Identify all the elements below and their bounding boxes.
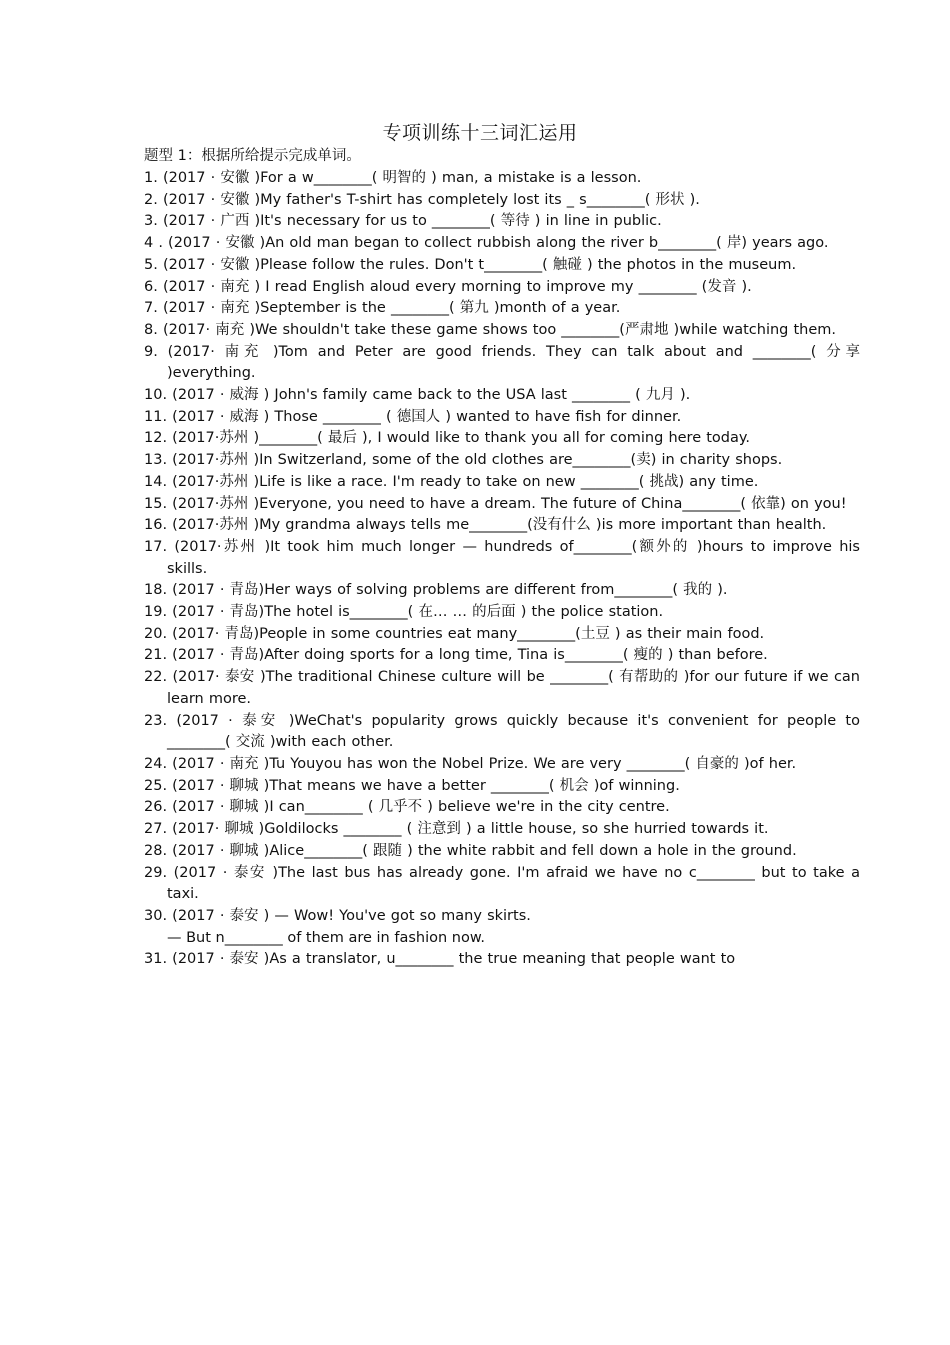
exercise-item: 1. (2017 · 安徽 )For a w________( 明智的 ) man, a mistake is a lesson. [144, 170, 642, 186]
exercise-item: 9. (2017· 南充 )Tom and Peter are good friends. They can talk about and ________( 分享 )everything. [144, 343, 860, 382]
section-heading: 题型 1：根据所给提示完成单词。 [144, 148, 361, 164]
page-title: 专项训练十三词汇运用 [382, 122, 578, 144]
exercise-item: 18. (2017 · 青岛)Her ways of solving problems are different from________( 我的 ). [144, 582, 728, 599]
exercise-item: 31. (2017 · 泰安 )As a translator, u________ the true meaning that people want to [144, 951, 736, 968]
exercise-item: 27. (2017· 聊城 )Goldilocks ________ ( 注意到 ) a little house, so she hurried towards it. [144, 821, 769, 838]
exercise-item: 23. (2017 · 泰安 )WeChat's popularity grows quickly because it's convenient for people to ________( 交流 )with each other. [144, 712, 860, 751]
exercise-item: 16. (2017·苏州 )My grandma always tells me________(没有什么 )is more important than health. [144, 517, 827, 534]
exercise-list [144, 168, 860, 971]
exercise-item: 10. (2017 · 威海 ) John's family came back to the USA last ________ ( 九月 ). [144, 387, 691, 404]
exercise-item: 22. (2017· 泰安 )The traditional Chinese culture will be ________( 有帮助的 )for our future if we can learn more. [144, 669, 860, 707]
exercise-item: 21. (2017 · 青岛)After doing sports for a long time, Tina is________( 瘦的 ) than before. [144, 647, 768, 664]
exercise-item: 2. (2017 · 安徽 )My father's T-shirt has completely lost its _ s________( 形状 ). [144, 191, 700, 208]
exercise-item: 30. (2017 · 泰安 ) — Wow! You've got so many skirts. [144, 907, 531, 924]
exercise-item: 28. (2017 · 聊城 )Alice________( 跟随 ) the white rabbit and fell down a hole in the ground. [144, 842, 797, 859]
exercise-item: 14. (2017·苏州 )Life is like a race. I'm ready to take on new ________( 挑战) any time. [144, 473, 759, 490]
exercise-item: 13. (2017·苏州 )In Switzerland, some of the old clothes are________(卖) in charity shops. [144, 452, 783, 469]
exercise-item: 26. (2017 · 聊城 )I can________ ( 几乎不 ) believe we're in the city centre. [144, 799, 670, 816]
exercise-item: 25. (2017 · 聊城 )That means we have a better ________( 机会 )of winning. [144, 777, 680, 794]
exercise-item: 7. (2017 · 南充 )September is the ________( 第九 )month of a year. [144, 300, 621, 317]
exercise-item: 8. (2017· 南充 )We shouldn't take these game shows too ________(严肃地 )while watching them. [144, 321, 837, 338]
exercise-item: — But n________ of them are in fashion now. [167, 929, 485, 946]
exercise-item: 5. (2017 · 安徽 )Please follow the rules. Don't t________( 触碰 ) the photos in the museum. [144, 256, 797, 273]
exercise-item: 15. (2017·苏州 )Everyone, you need to have a dream. The future of China________( 依靠) on you! [144, 495, 847, 512]
exercise-item: 11. (2017 · 威海 ) Those ________ ( 德国人 ) wanted to have fish for dinner. [144, 408, 682, 425]
exercise-item: 12. (2017·苏州 )________( 最后 ), I would like to thank you all for coming here today. [144, 430, 750, 447]
exercise-item: 17. (2017·苏州 )It took him much longer — hundreds of________(额外的 )hours to improve his skills. [144, 538, 860, 577]
exercise-item: 6. (2017 · 南充 ) I read English aloud every morning to improve my ________ (发音 ). [144, 278, 752, 295]
exercise-item: 3. (2017 · 广西 )It's necessary for us to ________( 等待 ) in line in public. [144, 213, 662, 230]
exercise-item: 20. (2017· 青岛)People in some countries eat many________(土豆 ) as their main food. [144, 625, 765, 642]
exercise-item: 19. (2017 · 青岛)The hotel is________( 在… … 的后面 ) the police station. [144, 604, 664, 621]
exercise-item: 29. (2017 · 泰安 )The last bus has already gone. I'm afraid we have no c________ but to take a taxi. [144, 864, 860, 903]
exercise-item: 4 . (2017 · 安徽 )An old man began to collect rubbish along the river b________( 岸) years ago. [144, 235, 829, 252]
exercise-item: 24. (2017 · 南充 )Tu Youyou has won the Nobel Prize. We are very ________( 自豪的 )of her. [144, 755, 797, 772]
